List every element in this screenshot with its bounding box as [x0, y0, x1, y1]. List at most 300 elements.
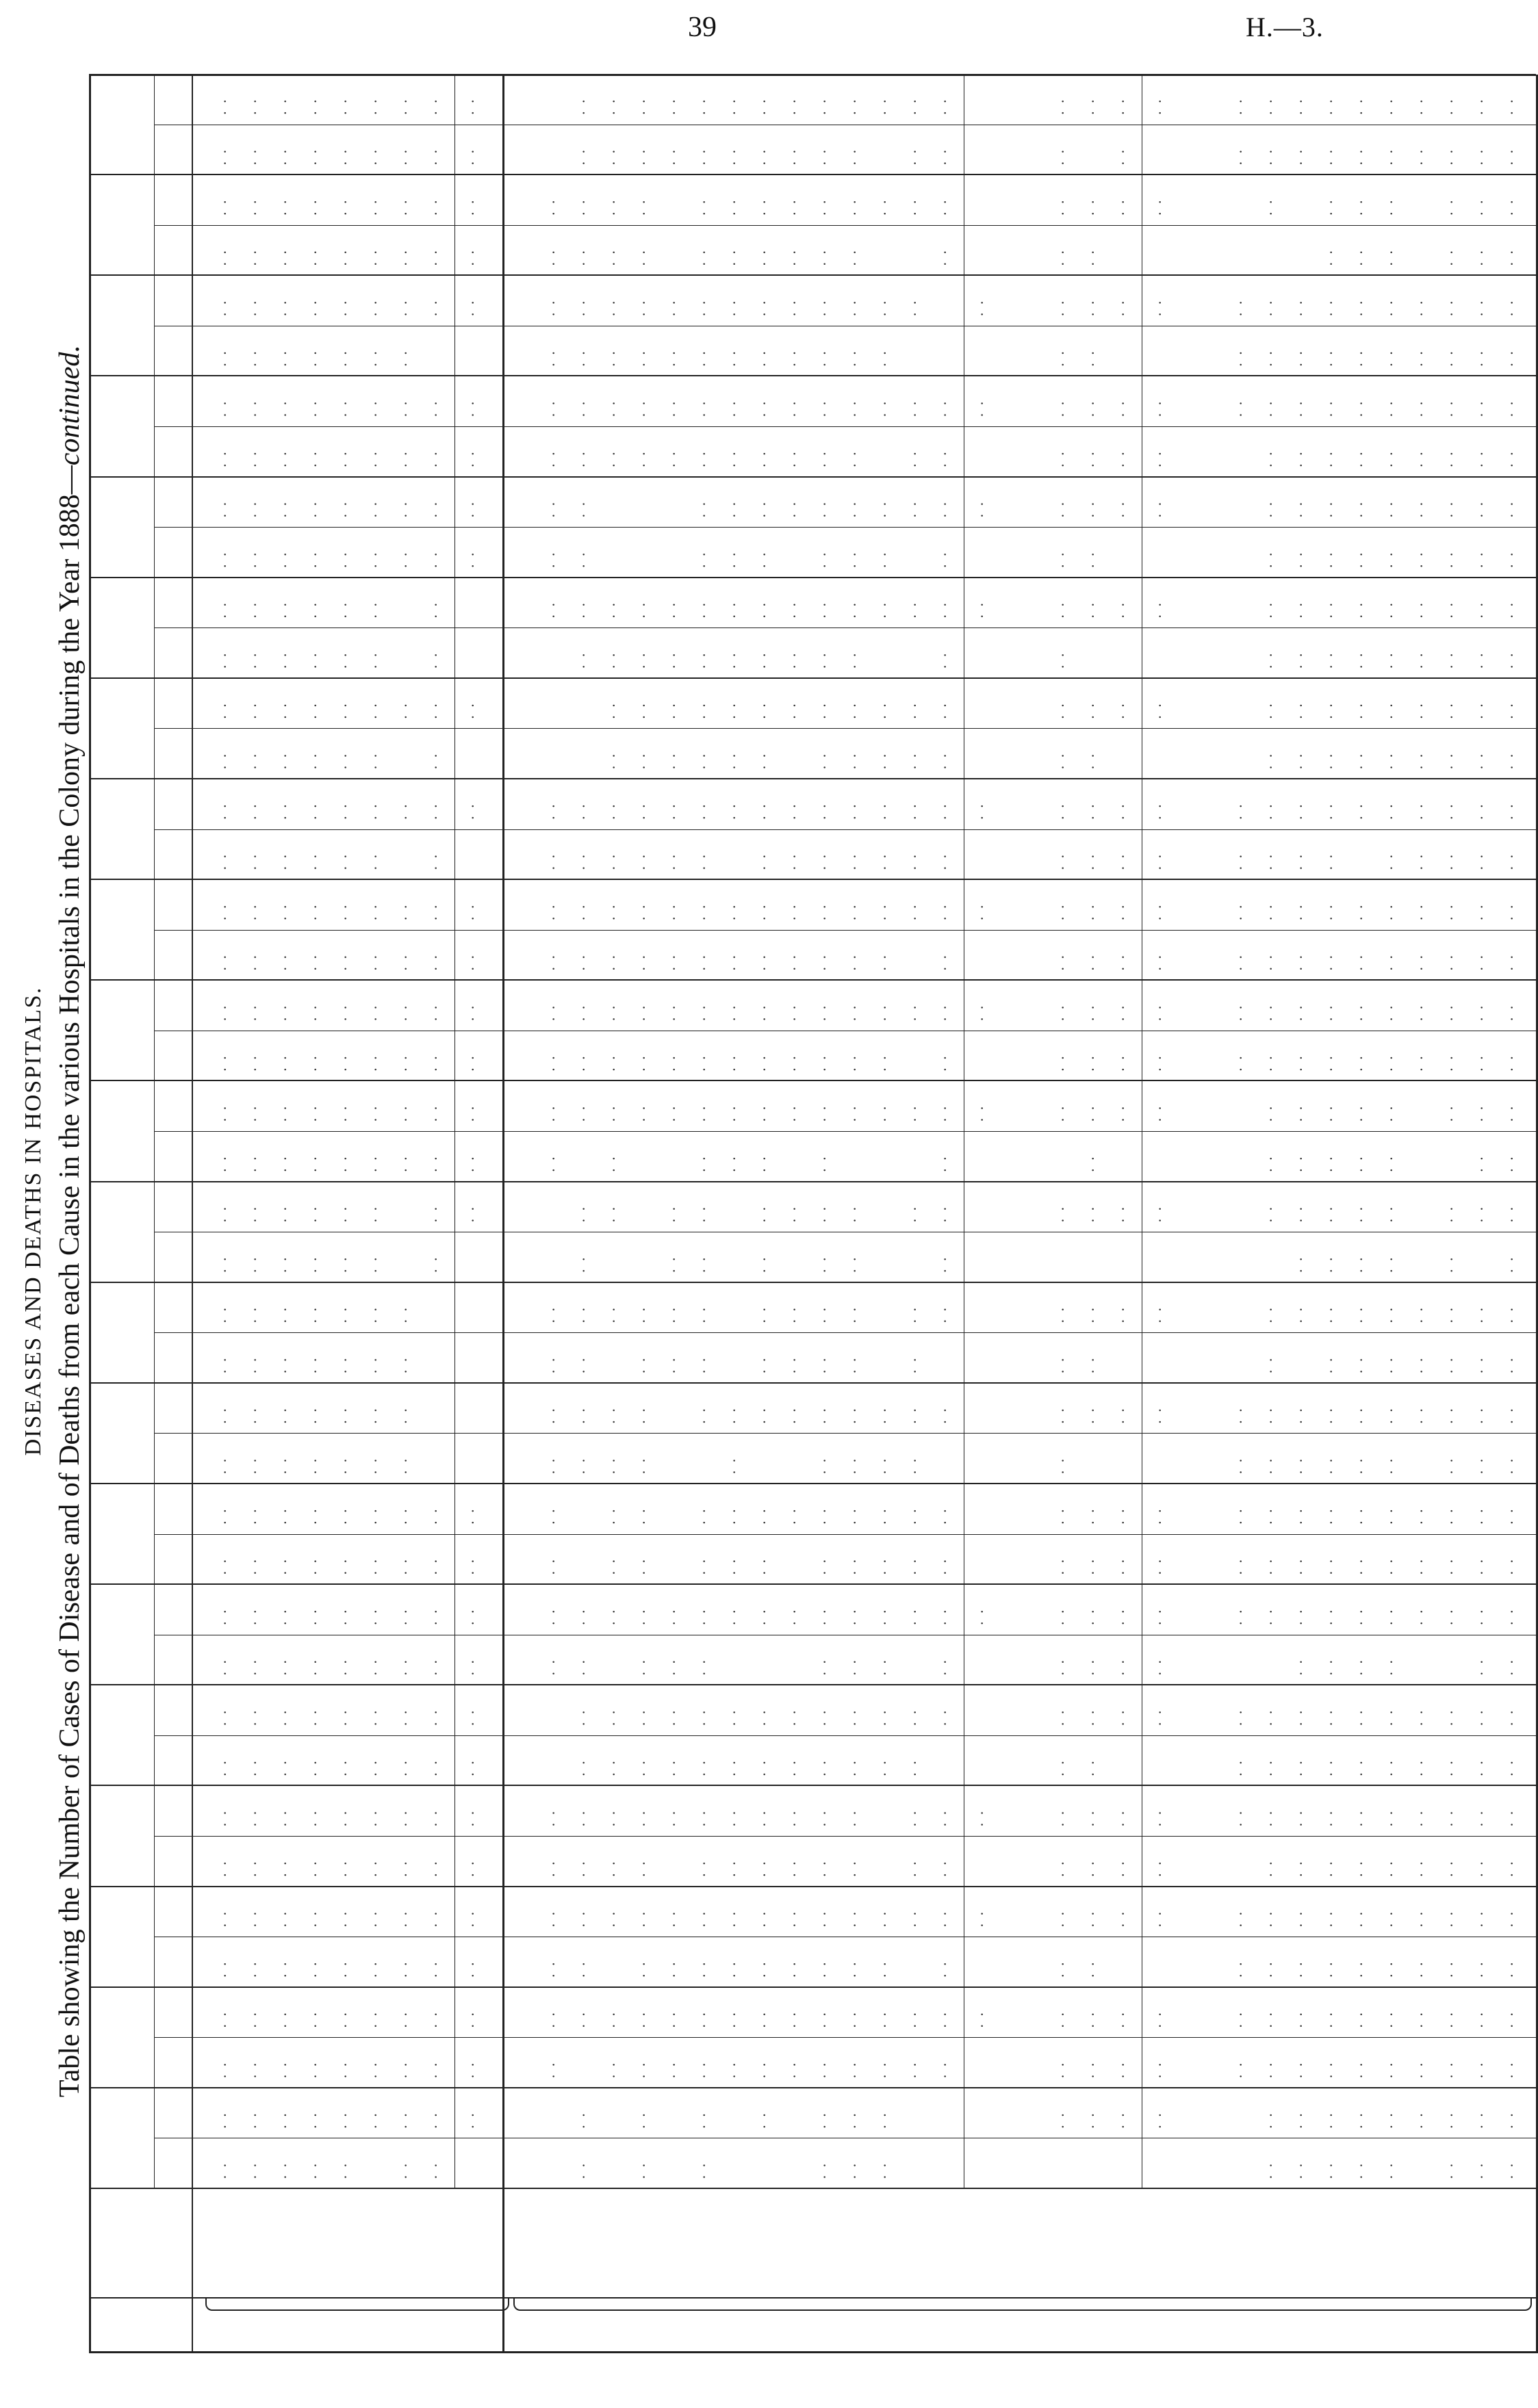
leader-dots: . . [1409, 450, 1426, 467]
leader-dots: . . [1147, 2111, 1164, 2129]
leader-dots: . . [969, 298, 986, 317]
leader-dots: . . [782, 1306, 799, 1323]
leader-dots: . . [1288, 97, 1305, 115]
leader-dots: . . [1288, 1306, 1305, 1323]
leader-dots: . . [1499, 2010, 1516, 2028]
leader-dots: . . [601, 701, 618, 719]
leader-dots: . . [571, 298, 588, 317]
leader-dots: . . [631, 1104, 648, 1122]
leader-dots: . . [272, 751, 290, 770]
leader-dots: . . [242, 751, 259, 770]
leader-dots: . . [1409, 2060, 1426, 2079]
leader-dots: . . [242, 198, 259, 216]
leader-dots: . . [1499, 953, 1516, 971]
leader-dots: . . [842, 1809, 859, 1827]
leader-dots: . . [1439, 349, 1456, 367]
leader-dots: . . [393, 248, 410, 266]
leader-dots: . . [1439, 751, 1456, 770]
leader-dots: . . [1147, 2060, 1164, 2079]
leader-dots: . . [601, 2010, 618, 2028]
leader-dots: . . [661, 1909, 678, 1928]
leader-dots: . . [272, 1003, 290, 1022]
leader-dots: . . [782, 1356, 799, 1374]
leader-dots: . . [1499, 147, 1516, 166]
leader-dots: . . [423, 601, 440, 619]
leader-dots: . . [242, 1406, 259, 1424]
leader-dots: . . [601, 751, 618, 770]
leader-dots: . . [460, 1507, 477, 1525]
leader-dots: . . [541, 1406, 558, 1424]
leader-dots: . . [423, 2010, 440, 2028]
leader-dots: . . [902, 1003, 919, 1022]
leader-dots: . . [1499, 1759, 1516, 1776]
leader-dots: . . [571, 1759, 588, 1776]
leader-dots: . . [1499, 651, 1516, 669]
leader-dots: . . [423, 1607, 440, 1625]
leader-dots: . . [1379, 1204, 1396, 1223]
leader-dots: . . [1258, 1557, 1275, 1575]
leader-dots: . . [872, 1708, 889, 1726]
leader-dots: . . [1147, 450, 1164, 467]
leader-dots: . . [1050, 1809, 1067, 1827]
leader-dots: . . [842, 147, 859, 166]
leader-dots: . . [721, 97, 739, 115]
leader-dots: . . [1439, 147, 1456, 166]
leader-dots: . . [812, 1306, 829, 1323]
leader-dots: . . [571, 903, 588, 920]
leader-dots: . . [1499, 1960, 1516, 1978]
leader-dots: . . [1258, 198, 1275, 216]
leader-dots: . . [363, 601, 380, 619]
leader-dots: . . [872, 1003, 889, 1022]
leader-dots: . . [782, 1909, 799, 1928]
leader-dots: . . [812, 1456, 829, 1475]
leader-dots: . . [1080, 1557, 1097, 1575]
leader-dots: . . [872, 500, 889, 518]
leader-dots: . . [571, 1255, 588, 1273]
leader-dots: . . [932, 1960, 949, 1978]
leader-dots: . . [1318, 298, 1335, 317]
leader-dots: . . [1469, 1607, 1486, 1625]
leader-dots: . . [571, 349, 588, 367]
leader-dots: . . [1409, 1507, 1426, 1525]
leader-dots: . . [812, 1759, 829, 1776]
leader-dots: . . [1228, 1557, 1245, 1575]
leader-dots: . . [842, 1507, 859, 1525]
leader-dots: . . [1288, 1054, 1305, 1072]
leader-dots: . . [333, 198, 350, 216]
leader-dots: . . [932, 1054, 949, 1072]
leader-dots: . . [212, 852, 229, 870]
leader-dots: . . [1409, 1759, 1426, 1776]
leader-dots: . . [571, 2161, 588, 2179]
leader-dots: . . [1439, 1859, 1456, 1877]
leader-dots: . . [601, 802, 618, 820]
leader-dots: . . [333, 399, 350, 417]
leader-dots: . . [333, 1809, 350, 1827]
leader-dots: . . [242, 1708, 259, 1726]
leader-dots: . . [363, 852, 380, 870]
leader-dots: . . [1258, 1759, 1275, 1776]
leader-dots: . . [333, 1607, 350, 1625]
leader-dots: . . [1409, 701, 1426, 719]
leader-dots: . . [363, 903, 380, 920]
leader-dots: . . [1409, 349, 1426, 367]
leader-dots: . . [1080, 1003, 1097, 1022]
leader-dots: . . [541, 852, 558, 870]
leader-dots: . . [1409, 1003, 1426, 1022]
leader-dots: . . [1080, 298, 1097, 317]
column-rule [89, 2351, 1536, 2353]
leader-dots: . . [1409, 1909, 1426, 1928]
leader-dots: . . [460, 298, 477, 317]
leader-dots: . . [423, 1960, 440, 1978]
leader-dots: . . [272, 1456, 290, 1475]
leader-dots: . . [872, 701, 889, 719]
leader-dots: . . [752, 500, 769, 518]
leader-dots: . . [902, 802, 919, 820]
leader-dots: . . [812, 1154, 829, 1172]
leader-dots: . . [842, 1003, 859, 1022]
leader-dots: . . [1318, 399, 1335, 417]
leader-dots: . . [969, 1104, 986, 1122]
leader-dots: . . [1050, 802, 1067, 820]
leader-dots: . . [752, 1003, 769, 1022]
leader-dots: . . [782, 1406, 799, 1424]
leader-dots: . . [872, 601, 889, 619]
leader-dots: . . [242, 399, 259, 417]
leader-dots: . . [691, 1658, 708, 1676]
leader-dots: . . [242, 147, 259, 166]
leader-dots: . . [303, 1306, 320, 1323]
leader-dots: . . [782, 298, 799, 317]
leader-dots: . . [1439, 298, 1456, 317]
rule [502, 75, 504, 2353]
leader-dots: . . [363, 298, 380, 317]
leader-dots: . . [423, 1204, 440, 1223]
leader-dots: . . [303, 198, 320, 216]
leader-dots: . . [1050, 1003, 1067, 1022]
leader-dots: . . [1110, 2111, 1127, 2129]
leader-dots: . . [1258, 2010, 1275, 2028]
leader-dots: . . [1288, 1406, 1305, 1424]
leader-dots: . . [932, 1708, 949, 1726]
leader-dots: . . [1110, 802, 1127, 820]
leader-dots: . . [631, 399, 648, 417]
leader-dots: . . [601, 248, 618, 266]
leader-dots: . . [691, 852, 708, 870]
leader-dots: . . [601, 1003, 618, 1022]
leader-dots: . . [872, 1456, 889, 1475]
leader-dots: . . [460, 1003, 477, 1022]
leader-dots: . . [1050, 1557, 1067, 1575]
leader-dots: . . [1258, 298, 1275, 317]
leader-dots: . . [721, 349, 739, 367]
leader-dots: . . [631, 298, 648, 317]
leader-dots: . . [1379, 198, 1396, 216]
leader-dots: . . [782, 1204, 799, 1223]
leader-dots: . . [272, 1960, 290, 1978]
leader-dots: . . [1499, 2060, 1516, 2079]
leader-dots: . . [1348, 1104, 1366, 1122]
leader-dots: . . [571, 248, 588, 266]
leader-dots: . . [752, 2010, 769, 2028]
leader-dots: . . [363, 701, 380, 719]
leader-dots: . . [631, 1003, 648, 1022]
leader-dots: . . [363, 1003, 380, 1022]
leader-dots: . . [1258, 450, 1275, 467]
leader-dots: . . [1110, 1658, 1127, 1676]
leader-dots: . . [782, 399, 799, 417]
leader-dots: . . [303, 751, 320, 770]
leader-dots: . . [212, 751, 229, 770]
leader-dots: . . [393, 1456, 410, 1475]
leader-dots: . . [601, 852, 618, 870]
leader-dots: . . [691, 1607, 708, 1625]
leader-dots: . . [1499, 97, 1516, 115]
leader-dots: . . [571, 852, 588, 870]
leader-dots: . . [212, 1859, 229, 1877]
leader-dots: . . [812, 2010, 829, 2028]
leader-dots: . . [1348, 97, 1366, 115]
leader-dots: . . [1318, 1456, 1335, 1475]
leader-dots: . . [272, 1607, 290, 1625]
leader-dots: . . [691, 1406, 708, 1424]
leader-dots: . . [601, 601, 618, 619]
leader-dots: . . [1110, 2060, 1127, 2079]
leader-dots: . . [242, 2161, 259, 2179]
leader-dots: . . [752, 802, 769, 820]
leader-dots: . . [423, 1658, 440, 1676]
leader-dots: . . [303, 550, 320, 568]
leader-dots: . . [1469, 751, 1486, 770]
leader-dots: . . [393, 1154, 410, 1172]
table-title-continued: continued. [54, 345, 86, 466]
leader-dots: . . [1439, 1507, 1456, 1525]
leader-dots: . . [1228, 97, 1245, 115]
leader-dots: . . [1439, 1708, 1456, 1726]
leader-dots: . . [812, 147, 829, 166]
leader-dots: . . [1288, 550, 1305, 568]
leader-dots: . . [1439, 500, 1456, 518]
leader-dots: . . [303, 2161, 320, 2179]
leader-dots: . . [333, 1104, 350, 1122]
leader-dots: . . [902, 1406, 919, 1424]
leader-dots: . . [752, 1708, 769, 1726]
leader-dots: . . [363, 1356, 380, 1374]
leader-dots: . . [752, 751, 769, 770]
leader-dots: . . [752, 1255, 769, 1273]
leader-dots: . . [571, 1104, 588, 1122]
leader-dots: . . [1110, 1306, 1127, 1323]
leader-dots: . . [691, 97, 708, 115]
leader-dots: . . [212, 349, 229, 367]
leader-dots: . . [691, 1003, 708, 1022]
leader-dots: . . [272, 349, 290, 367]
leader-dots: . . [842, 1658, 859, 1676]
leader-dots: . . [782, 2010, 799, 2028]
leader-dots: . . [1147, 701, 1164, 719]
leader-dots: . . [541, 1154, 558, 1172]
leader-dots: . . [631, 450, 648, 467]
leader-dots: . . [272, 2060, 290, 2079]
leader-dots: . . [782, 903, 799, 920]
leader-dots: . . [1439, 1960, 1456, 1978]
leader-dots: . . [363, 802, 380, 820]
leader-dots: . . [541, 2010, 558, 2028]
leader-dots: . . [1439, 1759, 1456, 1776]
leader-dots: . . [661, 147, 678, 166]
leader-dots: . . [541, 1607, 558, 1625]
leader-dots: . . [661, 701, 678, 719]
leader-dots: . . [541, 1960, 558, 1978]
leader-dots: . . [363, 1154, 380, 1172]
leader-dots: . . [333, 97, 350, 115]
leader-dots: . . [902, 1306, 919, 1323]
leader-dots: . . [1439, 1557, 1456, 1575]
leader-dots: . . [782, 1859, 799, 1877]
leader-dots: . . [242, 1356, 259, 1374]
leader-dots: . . [1499, 500, 1516, 518]
leader-dots: . . [1499, 550, 1516, 568]
leader-dots: . . [393, 701, 410, 719]
leader-dots: . . [691, 1356, 708, 1374]
leader-dots: . . [812, 953, 829, 971]
leader-dots: . . [541, 953, 558, 971]
leader-dots: . . [1379, 2161, 1396, 2179]
leader-dots: . . [812, 500, 829, 518]
leader-dots: . . [752, 1154, 769, 1172]
leader-dots: . . [1080, 1859, 1097, 1877]
leader-dots: . . [1499, 1054, 1516, 1072]
leader-dots: . . [333, 802, 350, 820]
leader-dots: . . [1258, 1456, 1275, 1475]
leader-dots: . . [1379, 399, 1396, 417]
leader-dots: . . [782, 802, 799, 820]
leader-dots: . . [303, 1356, 320, 1374]
leader-dots: . . [460, 1658, 477, 1676]
leader-dots: . . [541, 198, 558, 216]
leader-dots: . . [661, 953, 678, 971]
leader-dots: . . [423, 701, 440, 719]
leader-dots: . . [1469, 1456, 1486, 1475]
leader-dots: . . [631, 953, 648, 971]
leader-dots: . . [1409, 147, 1426, 166]
leader-dots: . . [932, 1557, 949, 1575]
leader-dots: . . [872, 1507, 889, 1525]
leader-dots: . . [631, 349, 648, 367]
leader-dots: . . [212, 2161, 229, 2179]
leader-dots: . . [1409, 651, 1426, 669]
leader-dots: . . [363, 349, 380, 367]
leader-dots: . . [363, 1255, 380, 1273]
leader-dots: . . [842, 450, 859, 467]
leader-dots: . . [571, 651, 588, 669]
leader-dots: . . [1499, 1204, 1516, 1223]
leader-dots: . . [872, 2060, 889, 2079]
leader-dots: . . [932, 1507, 949, 1525]
leader-dots: . . [812, 298, 829, 317]
leader-dots: . . [1110, 1054, 1127, 1072]
leader-dots: . . [601, 953, 618, 971]
leader-dots: . . [333, 751, 350, 770]
leader-dots: . . [1439, 2060, 1456, 2079]
leader-dots: . . [721, 1708, 739, 1726]
leader-dots: . . [721, 601, 739, 619]
leader-dots: . . [303, 2010, 320, 2028]
leader-dots: . . [333, 2111, 350, 2129]
leader-dots: . . [1469, 1306, 1486, 1323]
leader-dots: . . [1228, 1607, 1245, 1625]
leader-dots: . . [661, 1003, 678, 1022]
leader-dots: . . [571, 1909, 588, 1928]
leader-dots: . . [333, 903, 350, 920]
leader-dots: . . [1110, 399, 1127, 417]
leader-dots: . . [541, 248, 558, 266]
leader-dots: . . [1147, 903, 1164, 920]
leader-dots: . . [782, 1708, 799, 1726]
leader-dots: . . [1147, 1003, 1164, 1022]
leader-dots: . . [1110, 1708, 1127, 1726]
leader-dots: . . [242, 1255, 259, 1273]
leader-dots: . . [423, 1859, 440, 1877]
leader-dots: . . [541, 1809, 558, 1827]
leader-dots: . . [752, 1909, 769, 1928]
leader-dots: . . [812, 1255, 829, 1273]
leader-dots: . . [1318, 1003, 1335, 1022]
leader-dots: . . [1110, 2010, 1127, 2028]
leader-dots: . . [1258, 953, 1275, 971]
leader-dots: . . [1288, 450, 1305, 467]
leader-dots: . . [812, 198, 829, 216]
leader-dots: . . [1318, 1909, 1335, 1928]
leader-dots: . . [932, 1658, 949, 1676]
leader-dots: . . [1110, 450, 1127, 467]
leader-dots: . . [812, 751, 829, 770]
leader-dots: . . [842, 1909, 859, 1928]
leader-dots: . . [812, 1557, 829, 1575]
leader-dots: . . [541, 399, 558, 417]
leader-dots: . . [932, 1003, 949, 1022]
leader-dots: . . [1348, 802, 1366, 820]
leader-dots: . . [631, 1557, 648, 1575]
leader-dots: . . [631, 1859, 648, 1877]
leader-dots: . . [541, 1557, 558, 1575]
rule [154, 75, 155, 2189]
leader-dots: . . [303, 1507, 320, 1525]
leader-dots: . . [691, 248, 708, 266]
leader-dots: . . [601, 1809, 618, 1827]
leader-dots: . . [272, 1406, 290, 1424]
leader-dots: . . [571, 1003, 588, 1022]
leader-dots: . . [1379, 147, 1396, 166]
leader-dots: . . [842, 298, 859, 317]
leader-dots: . . [1379, 248, 1396, 266]
leader-dots: . . [460, 953, 477, 971]
leader-dots: . . [691, 1557, 708, 1575]
leader-dots: . . [1379, 1406, 1396, 1424]
leader-dots: . . [932, 2060, 949, 2079]
leader-dots: . . [1050, 198, 1067, 216]
leader-dots: . . [1050, 349, 1067, 367]
leader-dots: . . [1318, 1104, 1335, 1122]
leader-dots: . . [1469, 1507, 1486, 1525]
leader-dots: . . [242, 248, 259, 266]
leader-dots: . . [1379, 1154, 1396, 1172]
leader-dots: . . [1439, 248, 1456, 266]
leader-dots: . . [363, 1859, 380, 1877]
leader-dots: . . [631, 1306, 648, 1323]
